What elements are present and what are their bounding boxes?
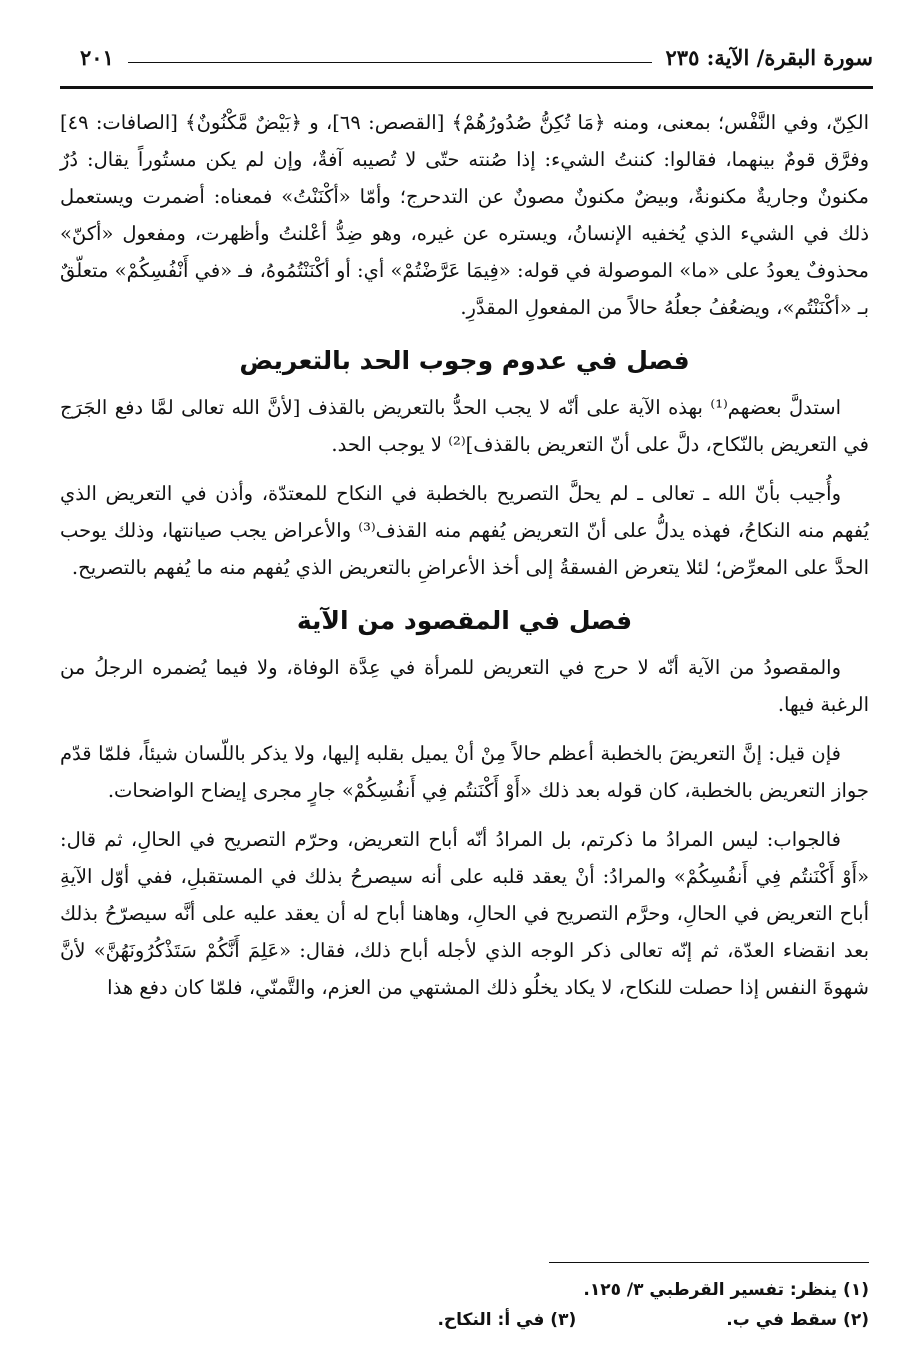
footnote-1: (١) ينظر: تفسير القرطبي ٣/ ١٢٥.	[583, 1280, 869, 1300]
footnote-2: (٢) سقط في ب.	[726, 1310, 869, 1330]
section2-paragraph-1: والمقصودُ من الآية أنّه لا حرج في التعريض للمرأة في عِدَّة الوفاة، ولا فيما يُضمره الرجلُ من الرغبة فيها.	[60, 656, 869, 716]
intro-paragraph: الكِنّ، وفي النَّفْس؛ بمعنى، ومنه ﴿مَا تُكِنُّ صُدُورُهُمْ﴾ [القصص: ٦٩]، و ﴿بَيْضٌ مَّكْنُونٌ﴾ [الصافات: ٤٩] وفرَّق قومٌ بينهما، فقالوا: كننتُ الشيء: إذا صُنته حتّى لا تُصيبه آفةٌ، وإن لم يكن مستُوراً يقال: دُرٌ مكنونٌ وجاريةٌ مكنونةٌ، وبيضٌ مكنونٌ مصونٌ عن التدحرج؛ وأمّا «أكْنَنْتُ» فمعناه: أضمرت ويستعمل ذلك في الشيء الذي يُخفيه الإنسانُ، ويستره عن غيره، وهو ضِدُّ أعْلنتُ وأظهرت، ومفعول «أكنّ» محذوفٌ يعودُ على «ما» الموصولة في قوله: «فِيمَا عَرَّضْتُمْ» أي: أو أكْنَنْتُمُوهُ، فـ «في أَنْفُسِكُمْ» متعلّقٌ بـ «أكْنَنْتُم»، ويضعُفُ جعلُهُ حالاً من المفعولِ المقدَّرِ.	[60, 111, 869, 319]
footnote-rule	[549, 1262, 869, 1263]
section2-paragraph-3: فالجواب: ليس المرادُ ما ذكرتم، بل المرادُ أنّه أباح التعريض، وحرّم التصريح في الحالِ، ثم قال: «أَوْ أَكْنَنتُم فِي أَنفُسِكُمْ» والمرادُ: أنْ يعقد قلبه على أنه سيصرحُ بذلك في المستقبلِ، ففي أوّل الآيةِ أباح التعريض في الحالِ، وحرَّم التصريح في الحالِ، وهاهنا أباح له أن يعقد عليه على أنَّه سيصرّحُ بذلك بعد انقضاء العدّة، ثم إنّه تعالى ذكر الوجه الذي لأجله أباح ذلك، فقال: «عَلِمَ أَنَّكُمْ سَتَذْكُرُونَهُنَّ» لأنَّ شهوةَ النفس إذا حصلت للنكاح، لا يكاد يخلُو ذلك المشتهي من العزم، والتَّمنّي، فلمّا كان دفع هذا	[60, 828, 869, 999]
footnote-3: (٣) في أ: النكاح.	[437, 1310, 577, 1330]
page-number: ٢٠١	[80, 44, 114, 70]
running-title: سورة البقرة/ الآية: ٢٣٥	[665, 44, 873, 70]
footnotes	[60, 1275, 869, 1335]
section1-paragraph-2: وأُجيب بأنّ الله ـ تعالى ـ لم يحلَّ التصريح بالخطبة في النكاح للمعتدّة، وأذن في التعريض الذي يُفهم منه النكاحُ، فهذه يدلُّ على أنّ التعريض يُفهم منه القذف⁽³⁾ والأعراض يجب صيانتها، وذلك يوحب الحدَّ على المعرِّض؛ لئلا يتعرض الفسقةُ إلى أخذ الأعراضِ بالتعريض الذي يُفهم منه ما يُفهم بالتصريح.	[60, 482, 869, 579]
section-heading-2: فصل في المقصود من الآية	[296, 606, 633, 635]
page-body	[60, 104, 869, 1006]
header-line	[128, 62, 652, 63]
section2-paragraph-2: فإن قيل: إنَّ التعريضَ بالخطبة أعظم حالاً مِنْ أنْ يميل بقلبه إليها، ولا يذكر باللّسان شيئاً، فلمّا قدّم جواز التعريض بالخطبة، كان قوله بعد ذلك «أَوْ أَكْنَنتُم فِي أَنفُسِكُمْ» جارٍ مجرى إيضاح الواضحات.	[60, 742, 869, 802]
header-rule	[60, 86, 873, 89]
page-header	[80, 40, 873, 74]
section1-paragraph-1: استدلَّ بعضهم⁽¹⁾ بهذه الآية على أنّه لا يجب الحدُّ بالتعريض بالقذف [لأنَّ الله تعالى لمَّا دفع الجَرَج في التعريض بالنّكاح، دلَّ على أنّ التعريض بالقذف]⁽²⁾ لا يوجب الحد.	[60, 396, 869, 456]
section-heading-1: فصل في عدوم وجوب الحد بالتعريض	[239, 346, 690, 375]
